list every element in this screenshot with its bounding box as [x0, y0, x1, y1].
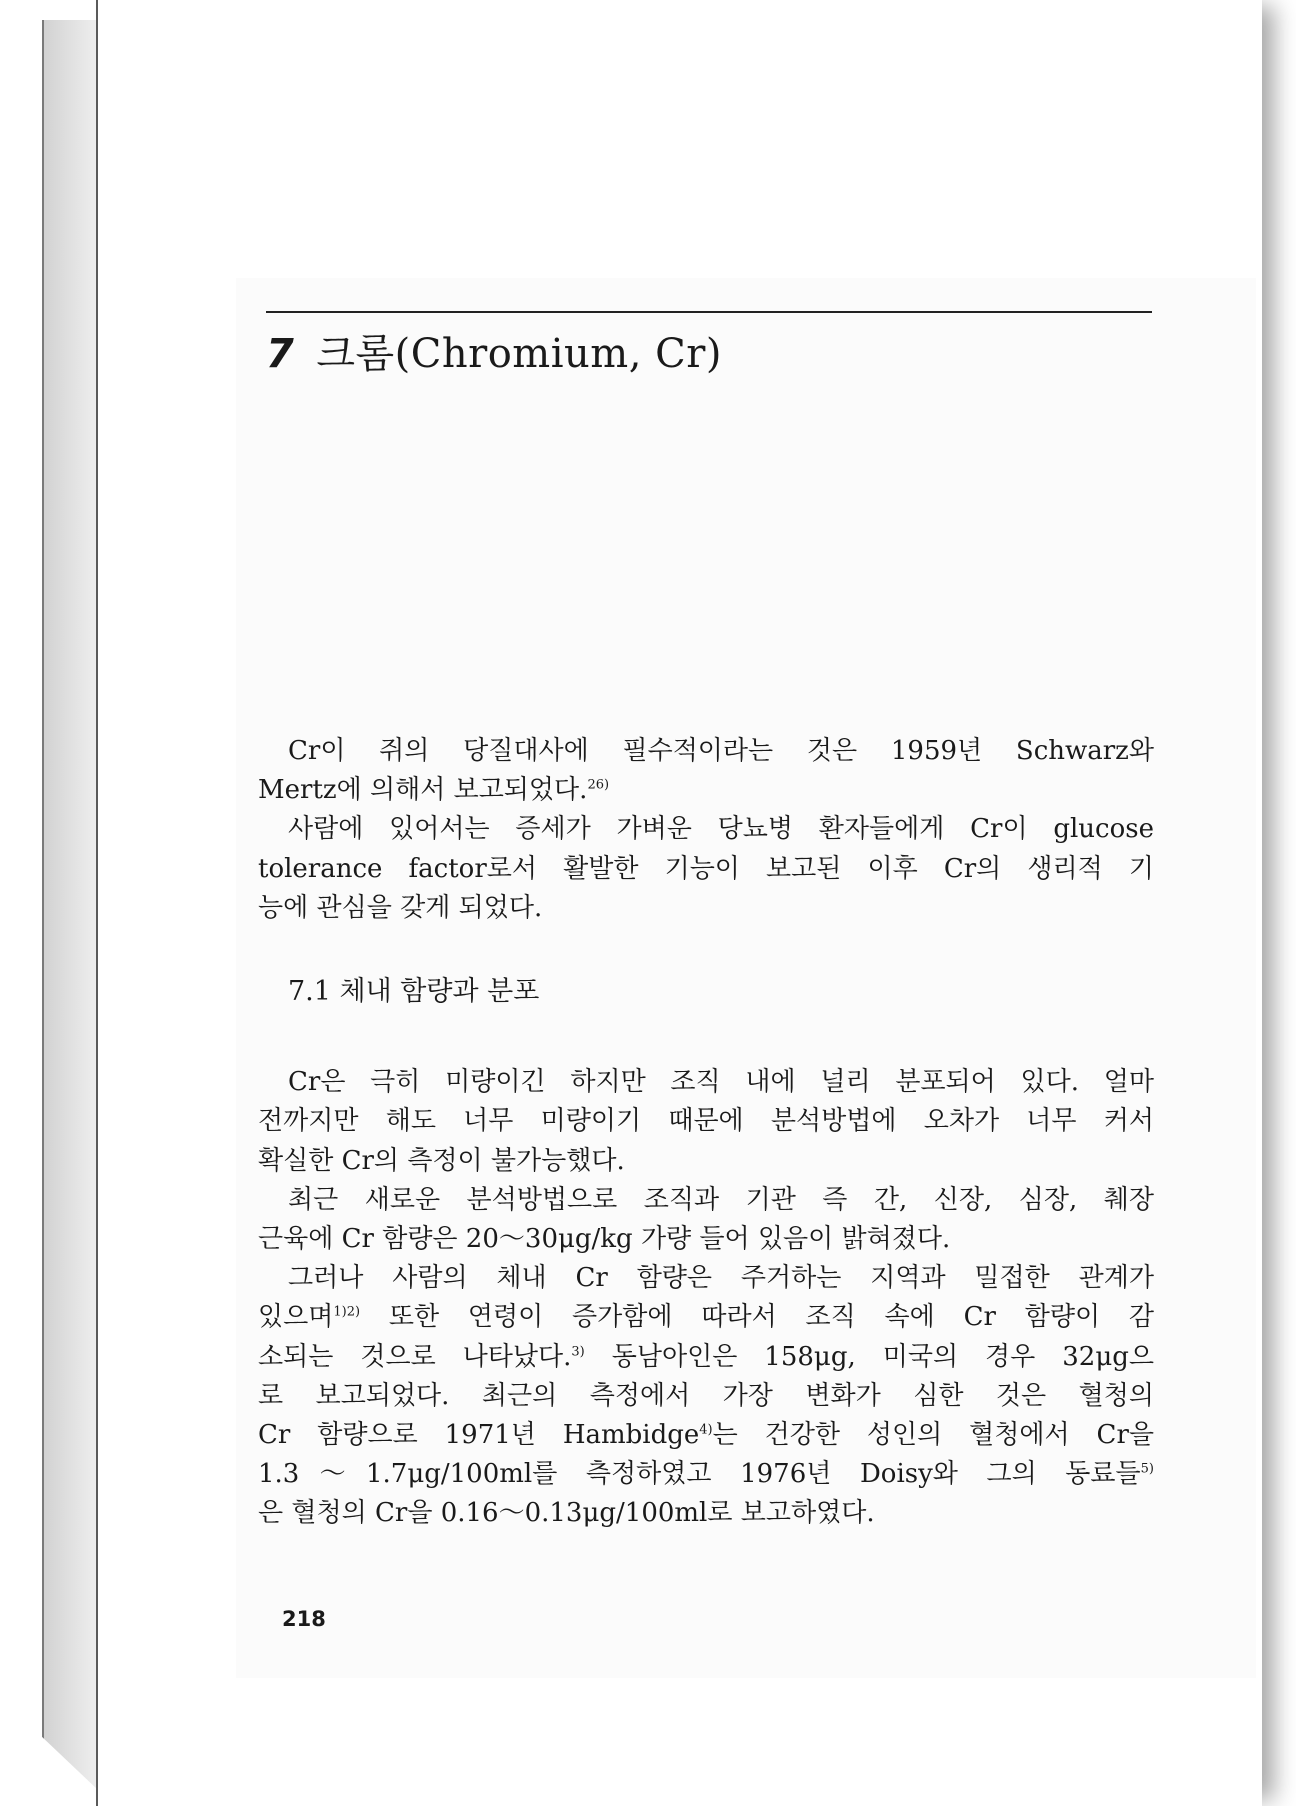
paragraph-text: 있으며 [258, 1302, 334, 1333]
paragraph-line: 확실한 Cr의 측정이 불가능했다. [258, 1145, 625, 1176]
chapter-rule [266, 311, 1152, 313]
page-number: 218 [282, 1607, 326, 1631]
paragraph-text: 는 건강한 성인의 혈청에서 Cr을 [712, 1420, 1154, 1451]
paragraph-text: 1.3～1.7μg/100ml를 측정하였고 1976년 Doisy와 그의 동료들 [258, 1459, 1141, 1490]
paragraph-line: 능에 관심을 갖게 되었다. [258, 892, 543, 923]
chapter-title-text: 크롬(Chromium, Cr) [316, 331, 722, 377]
paragraph-line: 최근 새로운 분석방법으로 조직과 기관 즉 간, 신장, 심장, 췌장 [288, 1184, 1154, 1215]
paragraph-line: 그러나 사람의 체내 Cr 함량은 주거하는 지역과 밀접한 관계가 [288, 1263, 1154, 1294]
paragraph-text: 동남아인은 158μg, 미국의 경우 32μg으 [584, 1341, 1154, 1372]
book-spine [42, 20, 98, 1790]
paragraph-line: Cr이 쥐의 당질대사에 필수적이라는 것은 1959년 Schwarz와 [288, 736, 1154, 766]
paragraph-text: 소되는 것으로 나타났다. [258, 1341, 572, 1372]
chapter-title [266, 322, 722, 379]
reference-marker: 4) [699, 1422, 713, 1438]
reference-marker: 26) [587, 777, 610, 793]
paragraph-line [258, 1416, 1154, 1455]
paragraph-line: 전까지만 해도 너무 미량이기 때문에 분석방법에 오차가 너무 커서 [258, 1106, 1154, 1137]
paragraph-line: Cr은 극히 미량이긴 하지만 조직 내에 널리 분포되어 있다. 얼마 [288, 1067, 1154, 1098]
section-number: 7.1 [288, 976, 331, 1008]
paragraph-line [258, 1455, 1154, 1494]
section-heading [288, 972, 1154, 1011]
reference-marker: 3) [571, 1343, 585, 1359]
chapter-number: 7 [266, 331, 295, 377]
paragraph-line [258, 1338, 1154, 1377]
paragraph-line: 근육에 Cr 함량은 20～30μg/kg 가량 들어 있음이 밝혀졌다. [258, 1224, 951, 1255]
paragraph-text: Cr 함량으로 1971년 Hambidge [258, 1420, 700, 1451]
reference-marker: 5) [1140, 1461, 1154, 1477]
page-body [258, 732, 1154, 1534]
paragraph-text: Mertz에 의해서 보고되었다. [258, 775, 588, 806]
paragraph-line [258, 1298, 1154, 1337]
paragraph-line: 로 보고되었다. 최근의 측정에서 가장 변화가 심한 것은 혈청의 [258, 1380, 1154, 1411]
section-title: 체내 함량과 분포 [339, 976, 540, 1008]
paragraph-line: tolerance factor로서 활발한 기능이 보고된 이후 Cr의 생리적 기 [258, 853, 1154, 884]
paragraph-text: 또한 연령이 증가함에 따라서 조직 속에 Cr 함량이 감 [360, 1302, 1154, 1333]
paragraph-line [258, 771, 1154, 810]
paragraph-line: 은 혈청의 Cr을 0.16～0.13μg/100ml로 보고하였다. [258, 1498, 875, 1529]
reference-marker: 1)2) [333, 1304, 361, 1320]
paragraph-line: 사람에 있어서는 증세가 가벼운 당뇨병 환자들에게 Cr이 glucose [288, 814, 1154, 845]
